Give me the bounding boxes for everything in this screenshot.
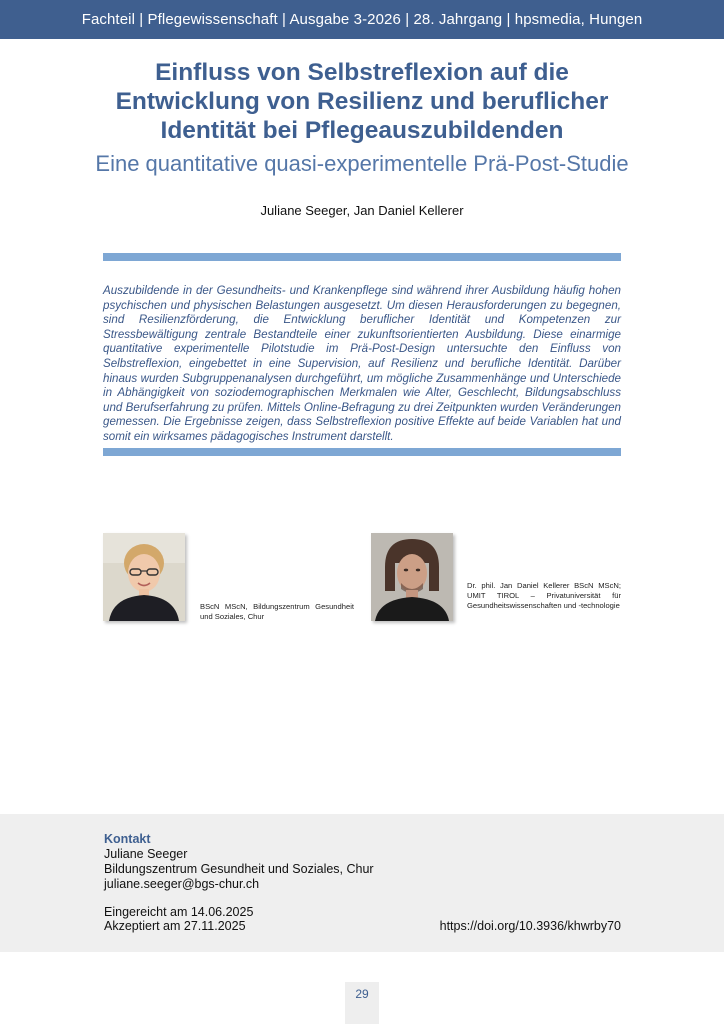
journal-header-text: Fachteil | Pflegewissenschaft | Ausgabe 3-2026 | 28. Jahrgang | hpsmedia, Hungen — [81, 11, 643, 28]
abstract-bottom-divider — [103, 448, 621, 456]
article-title-line: Identität bei Pflegeauszubildenden — [160, 117, 564, 144]
contact-institution: Bildungszentrum Gesundheit und Soziales, Chur — [104, 862, 374, 876]
article-title — [60, 58, 664, 145]
abstract-text: Auszubildende in der Gesundheits- und Krankenpflege sind während ihrer Ausbildung häufig hohen psychischen und physischen Belastungen ausgesetzt. Um diesen Herausforderungen zu begegnen, sind Resilienzförderung, die Entwicklung beruflicher Identität und Kompetenzen zur Stressbewältigung zentrale Bestandteile einer zukunftsorientierten Ausbildung. Diese einarmige quantitative experimentelle Pilotstudie im Prä-Post-Design untersuchte den Einfluss von Selbstreflexion, eingebettet in eine Supervision, auf Resilienz und berufliche Identität. Darüber hinaus wurden Subgruppenanalysen durchgeführt, um mögliche Zusammenhänge und Unterschiede in Abhängigkeit von soziodemographischen Merkmalen wie Alter, Geschlecht, Bildungsabschluss und Berufserfahrung zu prüfen. Mittels Online-Befragung zu drei Zeitpunkten wurden Veränderungen gemessen. Die Ergebnisse zeigen, dass Selbstreflexion positive Effekte auf beide Variablen hat und somit ein wirksames pädagogisches Instrument darstellt. — [103, 284, 621, 443]
article-authors: Juliane Seeger, Jan Daniel Kellerer — [260, 203, 464, 218]
contact-email[interactable]: juliane.seeger@bgs-chur.ch — [104, 877, 260, 891]
author-photo-woman — [103, 533, 185, 621]
article-title-line: Einfluss von Selbstreflexion auf die — [155, 59, 569, 86]
article-subtitle: Eine quantitative quasi-experimentelle Prä-Post-Studie — [95, 151, 629, 176]
page-number-box — [345, 982, 379, 1024]
submitted-date: Eingereicht am 14.06.2025 — [104, 905, 254, 919]
journal-header-bar — [0, 0, 724, 39]
author-caption: Dr. phil. Jan Daniel Kellerer BScN MScN; UMIT TIROL – Privatuniversität für Gesundheitswissenschaften und -technologie — [467, 581, 621, 610]
doi-link[interactable]: https://doi.org/10.3936/khwrby70 — [439, 919, 621, 933]
abstract-top-divider — [103, 253, 621, 261]
author-caption: BScN MScN, Bildungszentrum Gesundheit und Soziales, Chur — [200, 602, 354, 621]
contact-name: Juliane Seeger — [104, 847, 188, 861]
contact-heading: Kontakt — [104, 832, 151, 846]
accepted-date: Akzeptiert am 27.11.2025 — [104, 919, 246, 933]
author-photo-man — [371, 533, 453, 621]
article-title-line: Entwicklung von Resilienz und beruflicher — [115, 88, 609, 115]
page-number: 29 — [355, 987, 369, 1001]
